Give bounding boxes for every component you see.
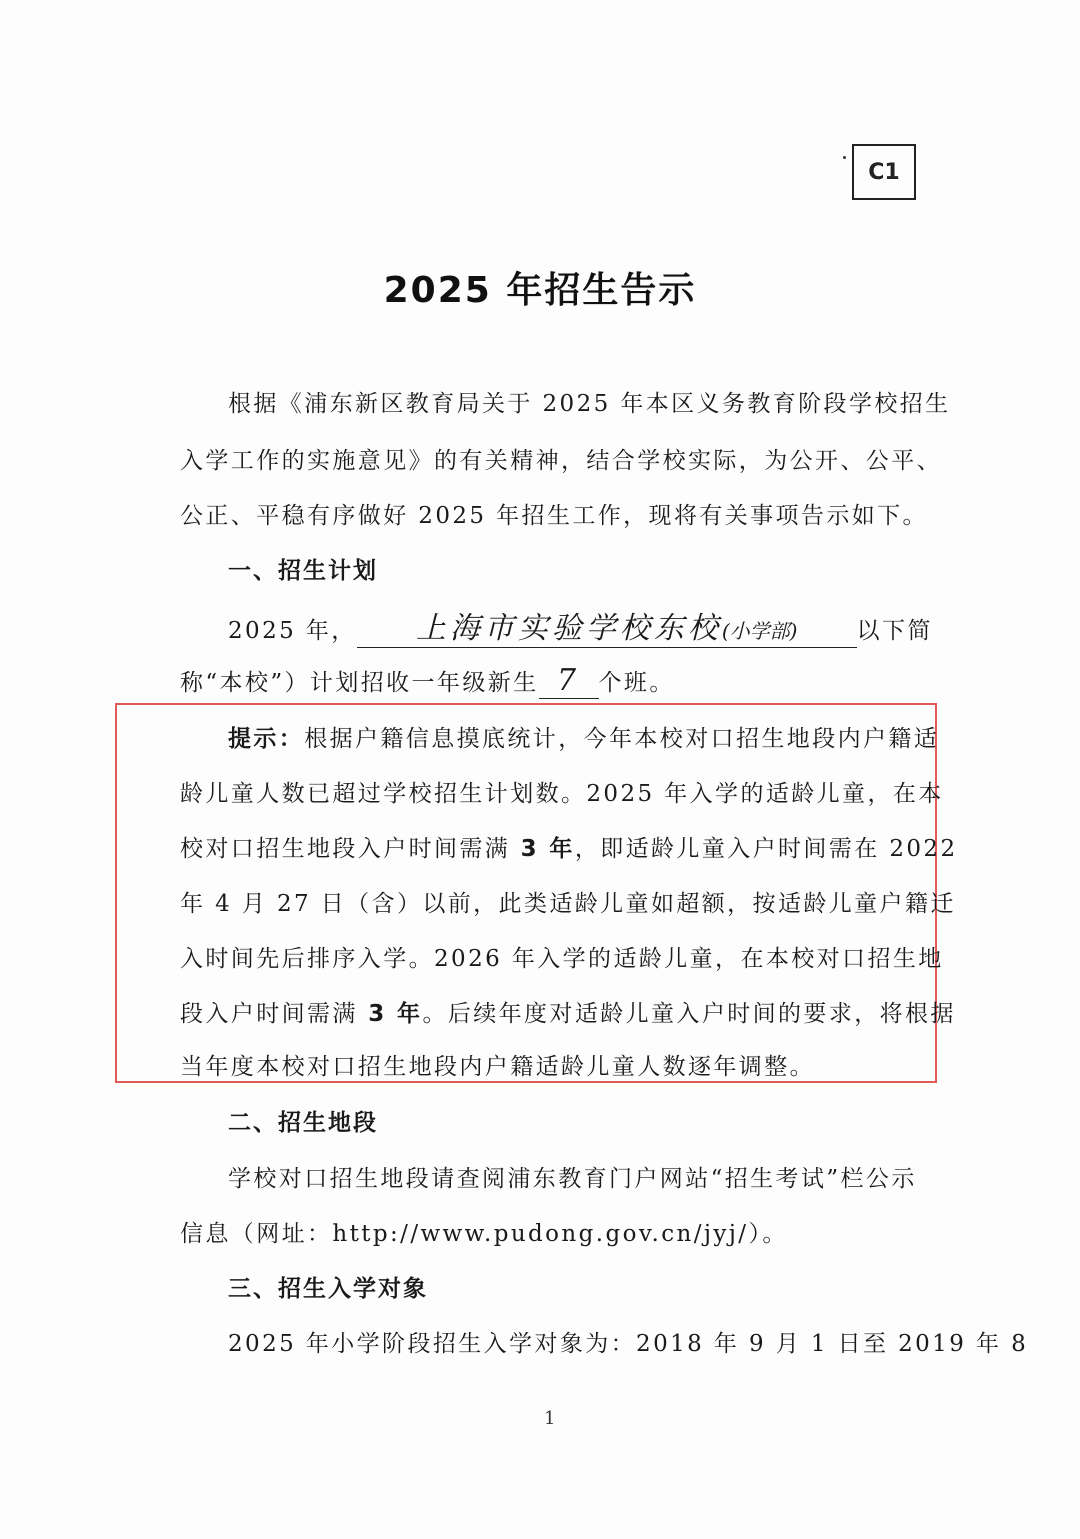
section1-line1-prefix: 2025 年， [228,618,357,644]
section1-heading: 一、招生计划 [228,558,378,584]
notice-line3-suffix: ，即适龄儿童入户时间需在 2022 [574,836,958,862]
section2-line-1: 学校对口招生地段请查阅浦东教育门户网站“招生考试”栏公示 [228,1166,917,1192]
notice-line-5: 入时间先后排序入学。2026 年入学的适龄儿童，在本校对口招生地 [180,946,944,972]
section3-heading: 三、招生入学对象 [228,1276,428,1302]
notice-line-7: 当年度本校对口招生地段内户籍适龄儿童人数逐年调整。 [180,1054,815,1080]
section1-line1-suffix: 以下简 [856,618,933,644]
section1-line2-suffix: 个班。 [598,670,675,696]
intro-line-2: 入学工作的实施意见》的有关精神，结合学校实际，为公开、公平、 [180,448,942,474]
notice-line6-prefix: 段入户时间需满 [180,1001,358,1027]
class-count-handwritten: 7 [556,663,581,698]
section2-heading: 二、招生地段 [228,1110,378,1136]
section1-line2-prefix: 称“本校”）计划招收一年级新生 [180,670,539,696]
document-code-box: C1 [852,144,916,200]
notice-line1-text: 根据户籍信息摸底统计，今年本校对口招生地段内户籍适 [304,726,940,752]
school-note-handwritten: (小学部) [721,619,798,643]
scan-dot [843,156,846,159]
notice-line-3 [180,830,957,863]
class-count-field [539,663,599,699]
section1-line-1 [228,603,933,648]
notice-line-4: 年 4 月 27 日（含）以前，此类适龄儿童如超额，按适龄儿童户籍迁 [180,891,956,917]
school-name-field [357,603,857,648]
intro-line-1: 根据《浦东新区教育局关于 2025 年本区义务教育阶段学校招生 [228,391,951,417]
page-number: 1 [544,1408,556,1429]
school-name-handwritten: 上海市实验学校东校 [415,611,722,646]
notice-line-1 [228,720,939,753]
section3-line-1: 2025 年小学阶段招生入学对象为：2018 年 9 月 1 日至 2019 年 8 [228,1331,1029,1357]
notice-line3-bold: 3 年 [510,836,575,862]
intro-line-3: 公正、平稳有序做好 2025 年招生工作，现将有关事项告示如下。 [180,503,928,529]
section2-line-2: 信息（网址：http://www.pudong.gov.cn/jyj/）。 [180,1221,788,1247]
notice-line3-prefix: 校对口招生地段入户时间需满 [180,836,511,862]
document-title: 2025 年招生告示 [383,270,697,311]
notice-line6-suffix: 。后续年度对适龄儿童入户时间的要求，将根据 [422,1001,956,1027]
section1-line-2 [180,663,675,699]
notice-line-6 [180,995,956,1028]
notice-line-2: 龄儿童人数已超过学校招生计划数。2025 年入学的适龄儿童，在本 [180,781,944,807]
notice-line6-bold: 3 年 [357,1001,423,1027]
notice-label: 提示： [228,726,305,752]
